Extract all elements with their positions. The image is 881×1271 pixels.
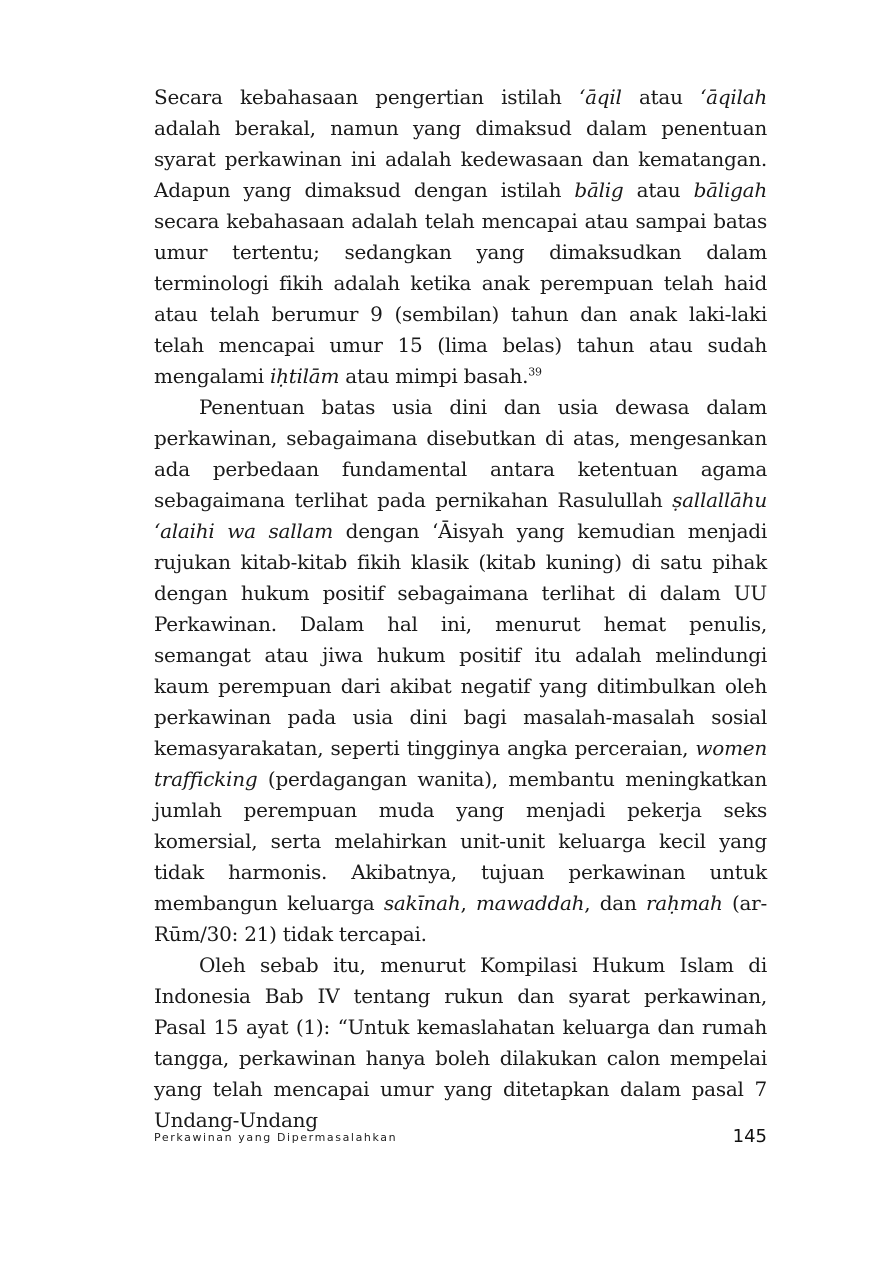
italic-term: ṣallallāhu ‘alaihi wa sallam (154, 488, 767, 543)
text-run: adalah berakal, namun yang dimaksud dalam penentuan syarat perkawinan ini adalah kedewasaan dan kematangan. Adapun yang dimaksud dengan istilah (154, 116, 767, 202)
text-run: atau (623, 178, 694, 202)
text-run: (ar-Rūm/30: 21) tidak tercapai. (154, 891, 768, 946)
italic-term: iḥtilām (269, 364, 340, 388)
running-footer-title: Perkawinan yang Dipermasalahkan (154, 1131, 398, 1144)
text-run: , dan (584, 891, 646, 915)
italic-term: women trafficking (154, 736, 767, 791)
paragraph-3 (154, 950, 767, 1136)
page-number: 145 (732, 1126, 767, 1147)
text-run: Penentuan batas usia dini dan usia dewasa dalam perkawinan, sebagaimana disebutkan di atas, mengesankan ada perbedaan fundamental antara ketentuan agama sebagaimana terlihat pada pernikahan Rasulullah (154, 395, 767, 512)
paragraph-2 (154, 392, 767, 950)
italic-term: raḥmah (645, 891, 723, 915)
italic-term: ‘āqil (578, 85, 622, 109)
text-run: secara kebahasaan adalah telah mencapai atau sampai batas umur tertentu; sedangkan yang dimaksudkan dalam terminologi fikih adalah ketika anak perempuan telah haid atau telah berumur 9 (sembilan) tahun dan anak laki-laki telah mencapai umur 15 (lima belas) tahun atau sudah mengalami (154, 209, 767, 388)
italic-term: mawaddah (475, 891, 585, 915)
body-text (154, 82, 767, 1136)
italic-term: bālig (574, 178, 624, 202)
text-run: atau mimpi basah. (339, 364, 529, 388)
italic-term: ‘āqilah (700, 85, 768, 109)
text-run: (perdagangan wanita), membantu meningkatkan jumlah perempuan muda yang menjadi pekerja seks komersial, serta melahirkan unit-unit keluarga kecil yang tidak harmonis. Akibatnya, tujuan perkawinan untuk membangun keluarga (154, 767, 767, 915)
italic-term: bāligah (693, 178, 767, 202)
text-run: Oleh sebab itu, menurut Kompilasi Hukum Islam di Indonesia Bab IV tentang rukun dan syarat perkawinan, Pasal 15 ayat (1): “Untuk kemaslahatan keluarga dan rumah tangga, perkawinan hanya boleh dilakukan calon mempelai yang telah mencapai umur yang ditetapkan dalam pasal 7 Undang-Undang (154, 953, 767, 1132)
footnote-ref: 39 (528, 365, 542, 379)
text-run: dengan ‘Āisyah yang kemudian menjadi rujukan kitab-kitab fikih klasik (kitab kuning) di satu pihak dengan hukum positif sebagaimana terlihat di dalam UU Perkawinan. Dalam hal ini, menurut hemat penulis, semangat atau jiwa hukum positif itu adalah melindungi kaum perempuan dari akibat negatif yang ditimbulkan oleh perkawinan pada usia dini bagi masalah-masalah sosial kemasyarakatan, seperti tingginya angka perceraian, (154, 519, 768, 760)
italic-term: sakīnah (383, 891, 461, 915)
text-run: , (460, 891, 476, 915)
paragraph-1 (154, 82, 767, 392)
text-run: Secara kebahasaan pengertian istilah (154, 85, 579, 109)
text-run: atau (621, 85, 701, 109)
